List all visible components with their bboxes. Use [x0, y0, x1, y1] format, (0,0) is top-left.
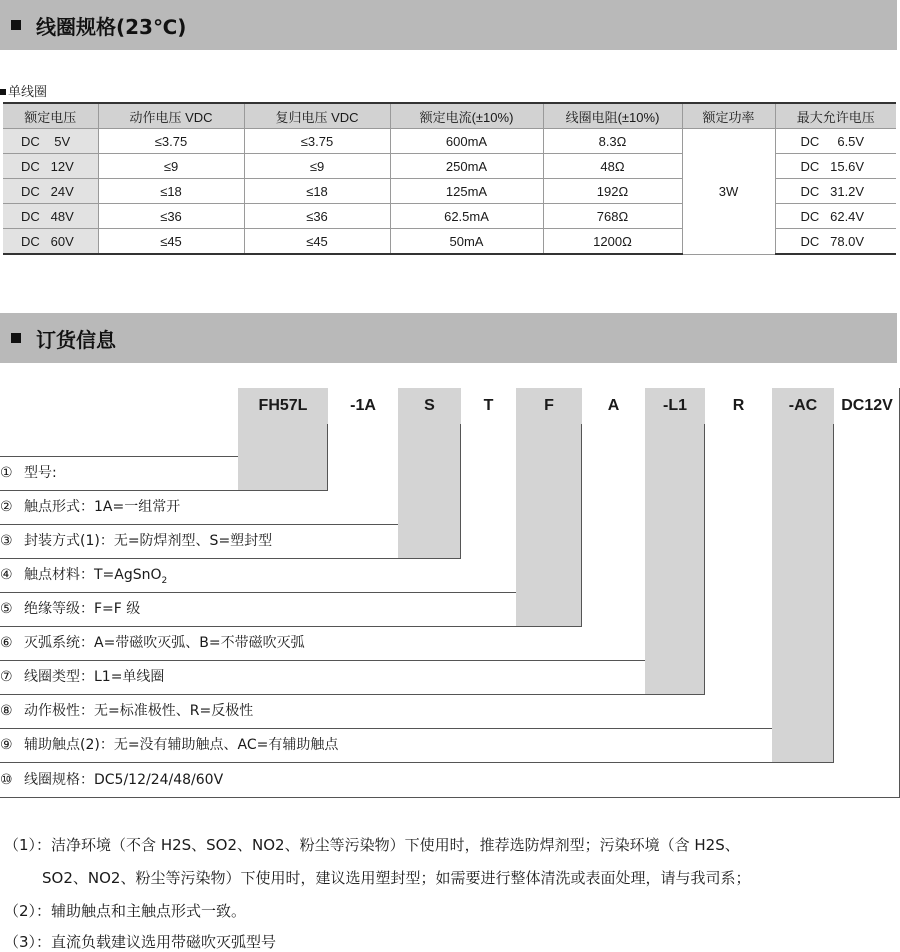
- item-number: ⑥: [0, 635, 13, 651]
- note-3: （3）：直流负载建议选用带磁吹灭弧型号: [4, 933, 277, 951]
- header-release-voltage: 复归电压 VDC: [244, 103, 390, 129]
- cell-resistance: 1200Ω: [543, 229, 682, 255]
- rule-5: [0, 592, 516, 593]
- order-item: [0, 532, 272, 550]
- single-coil-label: [0, 81, 47, 100]
- header-pickup-voltage: 动作电压 VDC: [98, 103, 244, 129]
- rule-4: [0, 558, 461, 559]
- rule-6: [0, 626, 582, 627]
- code-contact-form: -1A: [328, 388, 398, 424]
- cell-release: ≤9: [244, 154, 390, 179]
- rule-10: [0, 762, 834, 763]
- item-text: 辅助触点(2)：无=没有辅助触点、AC=有辅助触点: [24, 737, 339, 753]
- cell-rated: DC 5V: [3, 129, 98, 154]
- item-number: ⑤: [0, 601, 13, 617]
- square-bullet-icon: [11, 333, 21, 343]
- code-polarity: R: [705, 388, 772, 424]
- cell-resistance: 192Ω: [543, 179, 682, 204]
- item-text: 绝缘等级：F=F 级: [24, 601, 141, 617]
- single-coil-label-text: 单线圈: [8, 85, 48, 100]
- note-1-line-1: （1）：洁净环境（不含 H2S、SO2、NO2、粉尘等污染物）下使用时，推荐选防焊剂型；污染环境（含 H2S、: [4, 836, 740, 854]
- code-arc-system: A: [582, 388, 645, 424]
- cell-max: DC 6.5V: [775, 129, 896, 154]
- header-coil-resistance: 线圈电阻(±10%): [543, 103, 682, 129]
- item-text: 线圈类型：L1=单线圈: [24, 669, 165, 685]
- order-info-title: 订货信息: [36, 328, 116, 352]
- item-text: 灭弧系统：A=带磁吹灭弧、B=不带磁吹灭弧: [24, 635, 305, 651]
- item-text: 动作极性：无=标准极性、R=反极性: [24, 703, 254, 719]
- cell-pickup: ≤9: [98, 154, 244, 179]
- cell-rated: DC 60V: [3, 229, 98, 255]
- item-number: ③: [0, 533, 13, 549]
- item-number: ⑨: [0, 737, 13, 753]
- rule-2: [0, 490, 328, 491]
- cell-resistance: 768Ω: [543, 204, 682, 229]
- header-rated-current: 额定电流(±10%): [390, 103, 543, 129]
- cell-release: ≤3.75: [244, 129, 390, 154]
- order-item: [0, 464, 57, 482]
- connector-model: [238, 424, 328, 490]
- item-text: 触点材料：T=AgSnO: [24, 567, 162, 583]
- header-rated-voltage: 额定电压: [3, 103, 98, 129]
- table-row: [3, 129, 896, 154]
- cell-current: 250mA: [390, 154, 543, 179]
- cell-current: 62.5mA: [390, 204, 543, 229]
- cell-pickup: ≤36: [98, 204, 244, 229]
- order-info-header-bar: [0, 313, 897, 363]
- small-square-bullet-icon: [0, 89, 6, 95]
- cell-current: 600mA: [390, 129, 543, 154]
- header-rated-power: 额定功率: [682, 103, 775, 129]
- connector-coil-type: [645, 424, 705, 694]
- coil-spec-title: 线圈规格(23℃): [36, 15, 187, 39]
- item-number: ②: [0, 499, 13, 515]
- coil-spec-table: [3, 102, 896, 255]
- connector-package: [398, 424, 461, 558]
- item-number: ⑦: [0, 669, 13, 685]
- code-coil-spec: DC12V: [834, 388, 900, 424]
- cell-max: DC 15.6V: [775, 154, 896, 179]
- cell-rated-power: 3W: [682, 129, 775, 255]
- cell-max: DC 31.2V: [775, 179, 896, 204]
- rule-1: [0, 456, 238, 457]
- rule-7: [0, 660, 645, 661]
- cell-pickup: ≤3.75: [98, 129, 244, 154]
- coil-spec-header-bar: [0, 0, 897, 50]
- order-item: [0, 498, 180, 516]
- cell-release: ≤45: [244, 229, 390, 255]
- order-item: [0, 566, 167, 590]
- cell-release: ≤36: [244, 204, 390, 229]
- item-subscript: 2: [161, 575, 168, 586]
- header-max-voltage: 最大允许电压: [775, 103, 896, 129]
- cell-rated: DC 24V: [3, 179, 98, 204]
- cell-max: DC 62.4V: [775, 204, 896, 229]
- rule-3: [0, 524, 398, 525]
- code-model: FH57L: [238, 388, 328, 424]
- square-bullet-icon: [11, 20, 21, 30]
- rule-11: [0, 797, 900, 798]
- code-insulation: F: [516, 388, 582, 424]
- item-number: ⑧: [0, 703, 13, 719]
- order-item: [0, 600, 140, 618]
- table-header-row: [3, 103, 896, 129]
- cell-current: 50mA: [390, 229, 543, 255]
- connector-insulation: [516, 424, 582, 626]
- note-1-line-2: SO2、NO2、粉尘等污染物）下使用时，建议选用塑封型；如需要进行整体清洗或表面处理，请与我司系；: [42, 869, 751, 887]
- rule-8: [0, 694, 705, 695]
- code-contact-material: T: [461, 388, 516, 424]
- order-item: [0, 702, 253, 720]
- item-number: ⑩: [0, 772, 13, 788]
- order-item: [0, 736, 338, 754]
- cell-current: 125mA: [390, 179, 543, 204]
- cell-max: DC 78.0V: [775, 229, 896, 255]
- cell-release: ≤18: [244, 179, 390, 204]
- cell-pickup: ≤18: [98, 179, 244, 204]
- order-item: [0, 668, 164, 686]
- note-2: （2）：辅助触点和主触点形式一致。: [4, 902, 247, 920]
- order-item: [0, 634, 305, 652]
- item-number: ④: [0, 567, 13, 583]
- item-text: 型号:: [24, 465, 57, 481]
- item-text: 线圈规格：DC5/12/24/48/60V: [24, 772, 224, 788]
- code-coil-type: -L1: [645, 388, 705, 424]
- code-aux-contact: -AC: [772, 388, 834, 424]
- rule-9: [0, 728, 772, 729]
- item-text: 封装方式(1)：无=防焊剂型、S=塑封型: [24, 533, 273, 549]
- cell-rated: DC 12V: [3, 154, 98, 179]
- cell-resistance: 8.3Ω: [543, 129, 682, 154]
- item-text: 触点形式：1A=一组常开: [24, 499, 181, 515]
- code-package: S: [398, 388, 461, 424]
- cell-rated: DC 48V: [3, 204, 98, 229]
- order-item: [0, 771, 223, 789]
- cell-pickup: ≤45: [98, 229, 244, 255]
- cell-resistance: 48Ω: [543, 154, 682, 179]
- connector-aux-contact: [772, 424, 834, 762]
- item-number: ①: [0, 465, 13, 481]
